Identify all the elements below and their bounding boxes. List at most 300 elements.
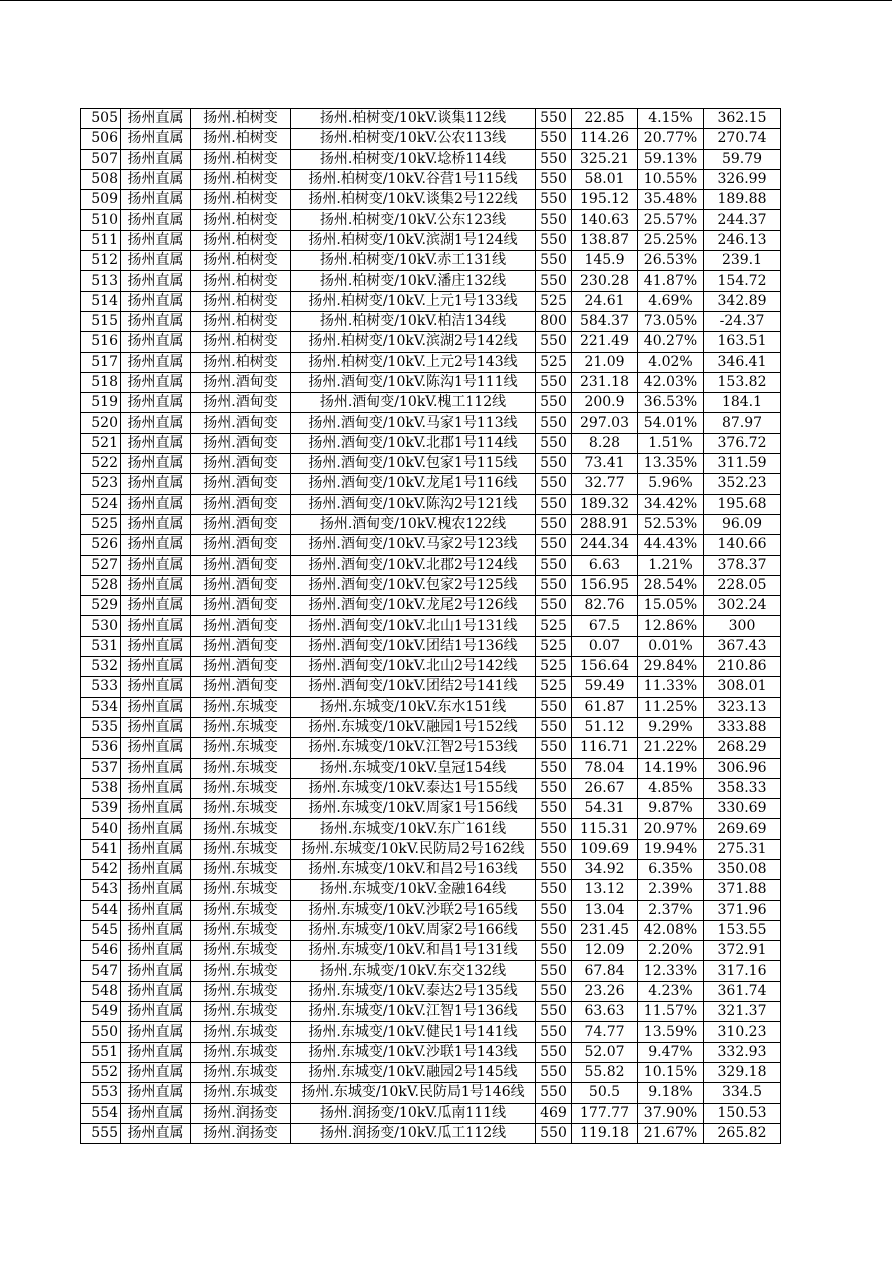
remaining-cell: 275.31 — [704, 839, 781, 859]
region-cell: 扬州直属 — [121, 717, 191, 737]
load-cell: 231.18 — [572, 372, 638, 392]
load-rate-cell: 35.48% — [638, 190, 704, 210]
load-cell: 13.04 — [572, 900, 638, 920]
substation-cell: 扬州.东城变 — [191, 758, 291, 778]
region-cell: 扬州直属 — [121, 251, 191, 271]
table-row — [81, 961, 781, 981]
row-index-cell: 513 — [81, 271, 121, 291]
capacity-cell: 550 — [536, 717, 572, 737]
remaining-cell: 321.37 — [704, 1002, 781, 1022]
load-rate-cell: 4.02% — [638, 352, 704, 372]
region-cell: 扬州直属 — [121, 1042, 191, 1062]
substation-cell: 扬州.东城变 — [191, 961, 291, 981]
load-cell: 288.91 — [572, 514, 638, 534]
row-index-cell: 511 — [81, 230, 121, 250]
table-row — [81, 190, 781, 210]
row-index-cell: 540 — [81, 819, 121, 839]
substation-cell: 扬州.润扬变 — [191, 1103, 291, 1123]
capacity-cell: 550 — [536, 251, 572, 271]
load-rate-cell: 36.53% — [638, 393, 704, 413]
table-row — [81, 839, 781, 859]
line-name-cell: 扬州.东城变/10kV.皇冠154线 — [291, 758, 536, 778]
row-index-cell: 521 — [81, 433, 121, 453]
remaining-cell: 342.89 — [704, 291, 781, 311]
region-cell: 扬州直属 — [121, 697, 191, 717]
line-name-cell: 扬州.酒甸变/10kV.龙尾2号126线 — [291, 596, 536, 616]
row-index-cell: 543 — [81, 880, 121, 900]
load-cell: 50.5 — [572, 1083, 638, 1103]
substation-cell: 扬州.东城变 — [191, 697, 291, 717]
row-index-cell: 530 — [81, 616, 121, 636]
load-rate-cell: 4.15% — [638, 109, 704, 129]
capacity-cell: 550 — [536, 1083, 572, 1103]
region-cell: 扬州直属 — [121, 352, 191, 372]
load-cell: 119.18 — [572, 1123, 638, 1143]
remaining-cell: 59.79 — [704, 149, 781, 169]
load-rate-cell: 42.08% — [638, 920, 704, 940]
row-index-cell: 551 — [81, 1042, 121, 1062]
load-rate-cell: 15.05% — [638, 596, 704, 616]
table-row — [81, 230, 781, 250]
remaining-cell: 334.5 — [704, 1083, 781, 1103]
table-row — [81, 372, 781, 392]
table-row — [81, 880, 781, 900]
capacity-cell: 550 — [536, 697, 572, 717]
table-row — [81, 109, 781, 129]
load-cell: 55.82 — [572, 1062, 638, 1082]
load-cell: 6.63 — [572, 555, 638, 575]
capacity-cell: 550 — [536, 514, 572, 534]
remaining-cell: 332.93 — [704, 1042, 781, 1062]
region-cell: 扬州直属 — [121, 514, 191, 534]
table-row — [81, 941, 781, 961]
remaining-cell: 372.91 — [704, 941, 781, 961]
table-row — [81, 210, 781, 230]
line-name-cell: 扬州.柏树变/10kV.埝桥114线 — [291, 149, 536, 169]
line-name-cell: 扬州.柏树变/10kV.滨湖2号142线 — [291, 332, 536, 352]
capacity-cell: 550 — [536, 1002, 572, 1022]
load-rate-cell: 28.54% — [638, 575, 704, 595]
load-rate-cell: 13.35% — [638, 454, 704, 474]
line-name-cell: 扬州.东城变/10kV.江智1号136线 — [291, 1002, 536, 1022]
load-cell: 82.76 — [572, 596, 638, 616]
region-cell: 扬州直属 — [121, 332, 191, 352]
substation-cell: 扬州.酒甸变 — [191, 636, 291, 656]
row-index-cell: 555 — [81, 1123, 121, 1143]
row-index-cell: 536 — [81, 738, 121, 758]
substation-cell: 扬州.酒甸变 — [191, 454, 291, 474]
capacity-cell: 550 — [536, 413, 572, 433]
load-rate-cell: 4.23% — [638, 981, 704, 1001]
row-index-cell: 527 — [81, 555, 121, 575]
load-rate-cell: 10.15% — [638, 1062, 704, 1082]
substation-cell: 扬州.柏树变 — [191, 169, 291, 189]
substation-cell: 扬州.酒甸变 — [191, 616, 291, 636]
region-cell: 扬州直属 — [121, 1002, 191, 1022]
load-rate-cell: 26.53% — [638, 251, 704, 271]
substation-cell: 扬州.东城变 — [191, 981, 291, 1001]
table-row — [81, 474, 781, 494]
remaining-cell: 333.88 — [704, 717, 781, 737]
row-index-cell: 506 — [81, 129, 121, 149]
load-rate-cell: 14.19% — [638, 758, 704, 778]
region-cell: 扬州直属 — [121, 799, 191, 819]
substation-cell: 扬州.柏树变 — [191, 271, 291, 291]
line-name-cell: 扬州.东城变/10kV.金融164线 — [291, 880, 536, 900]
table-row — [81, 596, 781, 616]
region-cell: 扬州直属 — [121, 149, 191, 169]
table-row — [81, 778, 781, 798]
region-cell: 扬州直属 — [121, 575, 191, 595]
capacity-cell: 550 — [536, 880, 572, 900]
substation-cell: 扬州.东城变 — [191, 1042, 291, 1062]
row-index-cell: 550 — [81, 1022, 121, 1042]
capacity-cell: 550 — [536, 332, 572, 352]
row-index-cell: 552 — [81, 1062, 121, 1082]
table-row — [81, 555, 781, 575]
load-rate-cell: 52.53% — [638, 514, 704, 534]
region-cell: 扬州直属 — [121, 920, 191, 940]
row-index-cell: 518 — [81, 372, 121, 392]
line-name-cell: 扬州.酒甸变/10kV.团结1号136线 — [291, 636, 536, 656]
remaining-cell: 326.99 — [704, 169, 781, 189]
line-name-cell: 扬州.酒甸变/10kV.龙尾1号116线 — [291, 474, 536, 494]
remaining-cell: 153.82 — [704, 372, 781, 392]
capacity-cell: 550 — [536, 596, 572, 616]
remaining-cell: 323.13 — [704, 697, 781, 717]
region-cell: 扬州直属 — [121, 981, 191, 1001]
substation-cell: 扬州.东城变 — [191, 900, 291, 920]
table-row — [81, 413, 781, 433]
line-name-cell: 扬州.柏树变/10kV.公东123线 — [291, 210, 536, 230]
line-name-cell: 扬州.东城变/10kV.和昌1号131线 — [291, 941, 536, 961]
load-cell: 177.77 — [572, 1103, 638, 1123]
capacity-cell: 550 — [536, 454, 572, 474]
load-rate-cell: 59.13% — [638, 149, 704, 169]
capacity-cell: 550 — [536, 575, 572, 595]
table-row — [81, 311, 781, 331]
substation-cell: 扬州.酒甸变 — [191, 494, 291, 514]
load-rate-cell: 37.90% — [638, 1103, 704, 1123]
capacity-cell: 550 — [536, 169, 572, 189]
substation-cell: 扬州.东城变 — [191, 859, 291, 879]
load-rate-cell: 34.42% — [638, 494, 704, 514]
line-name-cell: 扬州.东城变/10kV.东广161线 — [291, 819, 536, 839]
remaining-cell: -24.37 — [704, 311, 781, 331]
load-cell: 109.69 — [572, 839, 638, 859]
row-index-cell: 541 — [81, 839, 121, 859]
table-row — [81, 1123, 781, 1143]
remaining-cell: 154.72 — [704, 271, 781, 291]
row-index-cell: 544 — [81, 900, 121, 920]
line-name-cell: 扬州.东城变/10kV.江智2号153线 — [291, 738, 536, 758]
capacity-cell: 550 — [536, 859, 572, 879]
table-row — [81, 697, 781, 717]
substation-cell: 扬州.东城变 — [191, 799, 291, 819]
region-cell: 扬州直属 — [121, 616, 191, 636]
region-cell: 扬州直属 — [121, 1083, 191, 1103]
row-index-cell: 535 — [81, 717, 121, 737]
remaining-cell: 265.82 — [704, 1123, 781, 1143]
region-cell: 扬州直属 — [121, 555, 191, 575]
row-index-cell: 533 — [81, 677, 121, 697]
substation-cell: 扬州.东城变 — [191, 941, 291, 961]
load-rate-cell: 54.01% — [638, 413, 704, 433]
remaining-cell: 268.29 — [704, 738, 781, 758]
table-row — [81, 352, 781, 372]
table-row — [81, 1002, 781, 1022]
row-index-cell: 554 — [81, 1103, 121, 1123]
substation-cell: 扬州.酒甸变 — [191, 535, 291, 555]
region-cell: 扬州直属 — [121, 393, 191, 413]
load-cell: 61.87 — [572, 697, 638, 717]
region-cell: 扬州直属 — [121, 677, 191, 697]
load-cell: 584.37 — [572, 311, 638, 331]
table-row — [81, 677, 781, 697]
capacity-cell: 469 — [536, 1103, 572, 1123]
substation-cell: 扬州.润扬变 — [191, 1123, 291, 1143]
line-name-cell: 扬州.酒甸变/10kV.陈沟1号111线 — [291, 372, 536, 392]
row-index-cell: 531 — [81, 636, 121, 656]
row-index-cell: 520 — [81, 413, 121, 433]
capacity-cell: 550 — [536, 819, 572, 839]
substation-cell: 扬州.酒甸变 — [191, 596, 291, 616]
table-row — [81, 575, 781, 595]
substation-cell: 扬州.柏树变 — [191, 109, 291, 129]
line-name-cell: 扬州.柏树变/10kV.赤工131线 — [291, 251, 536, 271]
row-index-cell: 545 — [81, 920, 121, 940]
region-cell: 扬州直属 — [121, 636, 191, 656]
load-rate-cell: 4.69% — [638, 291, 704, 311]
load-cell: 297.03 — [572, 413, 638, 433]
remaining-cell: 378.37 — [704, 555, 781, 575]
substation-cell: 扬州.酒甸变 — [191, 514, 291, 534]
region-cell: 扬州直属 — [121, 413, 191, 433]
load-cell: 231.45 — [572, 920, 638, 940]
region-cell: 扬州直属 — [121, 474, 191, 494]
line-name-cell: 扬州.酒甸变/10kV.马家2号123线 — [291, 535, 536, 555]
table-row — [81, 758, 781, 778]
load-cell: 189.32 — [572, 494, 638, 514]
region-cell: 扬州直属 — [121, 210, 191, 230]
remaining-cell: 311.59 — [704, 454, 781, 474]
row-index-cell: 528 — [81, 575, 121, 595]
table-row — [81, 514, 781, 534]
capacity-cell: 550 — [536, 1042, 572, 1062]
capacity-cell: 550 — [536, 271, 572, 291]
row-index-cell: 549 — [81, 1002, 121, 1022]
substation-cell: 扬州.酒甸变 — [191, 433, 291, 453]
table-row — [81, 1062, 781, 1082]
capacity-cell: 550 — [536, 900, 572, 920]
line-name-cell: 扬州.酒甸变/10kV.槐农122线 — [291, 514, 536, 534]
remaining-cell: 358.33 — [704, 778, 781, 798]
region-cell: 扬州直属 — [121, 1123, 191, 1143]
capacity-cell: 550 — [536, 555, 572, 575]
load-rate-cell: 10.55% — [638, 169, 704, 189]
table-row — [81, 981, 781, 1001]
table-row — [81, 393, 781, 413]
region-cell: 扬州直属 — [121, 778, 191, 798]
line-name-cell: 扬州.酒甸变/10kV.北山2号142线 — [291, 657, 536, 677]
row-index-cell: 547 — [81, 961, 121, 981]
capacity-cell: 550 — [536, 474, 572, 494]
capacity-cell: 550 — [536, 230, 572, 250]
line-name-cell: 扬州.酒甸变/10kV.陈沟2号121线 — [291, 494, 536, 514]
remaining-cell: 308.01 — [704, 677, 781, 697]
capacity-cell: 550 — [536, 738, 572, 758]
table-row — [81, 291, 781, 311]
region-cell: 扬州直属 — [121, 129, 191, 149]
remaining-cell: 346.41 — [704, 352, 781, 372]
load-cell: 156.95 — [572, 575, 638, 595]
row-index-cell: 508 — [81, 169, 121, 189]
load-rate-cell: 29.84% — [638, 657, 704, 677]
substation-cell: 扬州.酒甸变 — [191, 657, 291, 677]
table-row — [81, 859, 781, 879]
capacity-cell: 550 — [536, 981, 572, 1001]
load-rate-cell: 44.43% — [638, 535, 704, 555]
substation-cell: 扬州.柏树变 — [191, 210, 291, 230]
capacity-cell: 550 — [536, 1022, 572, 1042]
row-index-cell: 517 — [81, 352, 121, 372]
region-cell: 扬州直属 — [121, 494, 191, 514]
load-rate-cell: 25.25% — [638, 230, 704, 250]
row-index-cell: 507 — [81, 149, 121, 169]
remaining-cell: 163.51 — [704, 332, 781, 352]
substation-cell: 扬州.酒甸变 — [191, 372, 291, 392]
capacity-cell: 800 — [536, 311, 572, 331]
load-rate-cell: 5.96% — [638, 474, 704, 494]
row-index-cell: 526 — [81, 535, 121, 555]
line-name-cell: 扬州.东城变/10kV.沙联1号143线 — [291, 1042, 536, 1062]
row-index-cell: 514 — [81, 291, 121, 311]
line-name-cell: 扬州.东城变/10kV.周家1号156线 — [291, 799, 536, 819]
row-index-cell: 546 — [81, 941, 121, 961]
remaining-cell: 362.15 — [704, 109, 781, 129]
remaining-cell: 317.16 — [704, 961, 781, 981]
load-rate-cell: 21.67% — [638, 1123, 704, 1143]
table-row — [81, 920, 781, 940]
load-cell: 73.41 — [572, 454, 638, 474]
row-index-cell: 512 — [81, 251, 121, 271]
line-name-cell: 扬州.柏树变/10kV.潘庄132线 — [291, 271, 536, 291]
remaining-cell: 352.23 — [704, 474, 781, 494]
remaining-cell: 330.69 — [704, 799, 781, 819]
table-row — [81, 454, 781, 474]
row-index-cell: 538 — [81, 778, 121, 798]
table-row — [81, 535, 781, 555]
remaining-cell: 150.53 — [704, 1103, 781, 1123]
region-cell: 扬州直属 — [121, 657, 191, 677]
substation-cell: 扬州.柏树变 — [191, 129, 291, 149]
table-row — [81, 271, 781, 291]
table-row — [81, 799, 781, 819]
region-cell: 扬州直属 — [121, 900, 191, 920]
line-name-cell: 扬州.东城变/10kV.民防局2号162线 — [291, 839, 536, 859]
line-name-cell: 扬州.酒甸变/10kV.北郡1号114线 — [291, 433, 536, 453]
load-cell: 63.63 — [572, 1002, 638, 1022]
load-rate-cell: 11.25% — [638, 697, 704, 717]
row-index-cell: 509 — [81, 190, 121, 210]
line-name-cell: 扬州.酒甸变/10kV.北山1号131线 — [291, 616, 536, 636]
row-index-cell: 523 — [81, 474, 121, 494]
line-name-cell: 扬州.柏树变/10kV.上元1号133线 — [291, 291, 536, 311]
line-name-cell: 扬州.东城变/10kV.泰达1号155线 — [291, 778, 536, 798]
load-rate-cell: 2.20% — [638, 941, 704, 961]
row-index-cell: 515 — [81, 311, 121, 331]
capacity-cell: 550 — [536, 839, 572, 859]
capacity-cell: 525 — [536, 291, 572, 311]
region-cell: 扬州直属 — [121, 758, 191, 778]
substation-cell: 扬州.东城变 — [191, 778, 291, 798]
table-row — [81, 1022, 781, 1042]
table-row — [81, 616, 781, 636]
line-name-cell: 扬州.东城变/10kV.东交132线 — [291, 961, 536, 981]
row-index-cell: 537 — [81, 758, 121, 778]
line-name-cell: 扬州.东城变/10kV.融园1号152线 — [291, 717, 536, 737]
row-index-cell: 519 — [81, 393, 121, 413]
row-index-cell: 510 — [81, 210, 121, 230]
substation-cell: 扬州.酒甸变 — [191, 575, 291, 595]
remaining-cell: 371.88 — [704, 880, 781, 900]
substation-cell: 扬州.柏树变 — [191, 230, 291, 250]
table-row — [81, 1042, 781, 1062]
remaining-cell: 239.1 — [704, 251, 781, 271]
line-name-cell: 扬州.酒甸变/10kV.包家2号125线 — [291, 575, 536, 595]
substation-cell: 扬州.酒甸变 — [191, 555, 291, 575]
capacity-cell: 550 — [536, 433, 572, 453]
load-rate-cell: 2.39% — [638, 880, 704, 900]
load-cell: 200.9 — [572, 393, 638, 413]
substation-cell: 扬州.柏树变 — [191, 332, 291, 352]
load-cell: 140.63 — [572, 210, 638, 230]
region-cell: 扬州直属 — [121, 535, 191, 555]
remaining-cell: 269.69 — [704, 819, 781, 839]
row-index-cell: 529 — [81, 596, 121, 616]
load-rate-cell: 1.21% — [638, 555, 704, 575]
capacity-cell: 550 — [536, 920, 572, 940]
capacity-cell: 525 — [536, 677, 572, 697]
load-cell: 52.07 — [572, 1042, 638, 1062]
data-table — [80, 108, 781, 1144]
table-row — [81, 1103, 781, 1123]
line-name-cell: 扬州.酒甸变/10kV.马家1号113线 — [291, 413, 536, 433]
row-index-cell: 516 — [81, 332, 121, 352]
substation-cell: 扬州.柏树变 — [191, 251, 291, 271]
capacity-cell: 550 — [536, 129, 572, 149]
load-cell: 24.61 — [572, 291, 638, 311]
line-name-cell: 扬州.东城变/10kV.和昌2号163线 — [291, 859, 536, 879]
line-name-cell: 扬州.酒甸变/10kV.团结2号141线 — [291, 677, 536, 697]
remaining-cell: 376.72 — [704, 433, 781, 453]
substation-cell: 扬州.酒甸变 — [191, 474, 291, 494]
remaining-cell: 153.55 — [704, 920, 781, 940]
region-cell: 扬州直属 — [121, 1062, 191, 1082]
substation-cell: 扬州.东城变 — [191, 819, 291, 839]
substation-cell: 扬州.东城变 — [191, 738, 291, 758]
region-cell: 扬州直属 — [121, 454, 191, 474]
load-cell: 138.87 — [572, 230, 638, 250]
load-rate-cell: 73.05% — [638, 311, 704, 331]
load-rate-cell: 12.33% — [638, 961, 704, 981]
table-row — [81, 251, 781, 271]
load-cell: 0.07 — [572, 636, 638, 656]
substation-cell: 扬州.柏树变 — [191, 291, 291, 311]
row-index-cell: 524 — [81, 494, 121, 514]
substation-cell: 扬州.酒甸变 — [191, 393, 291, 413]
load-cell: 26.67 — [572, 778, 638, 798]
